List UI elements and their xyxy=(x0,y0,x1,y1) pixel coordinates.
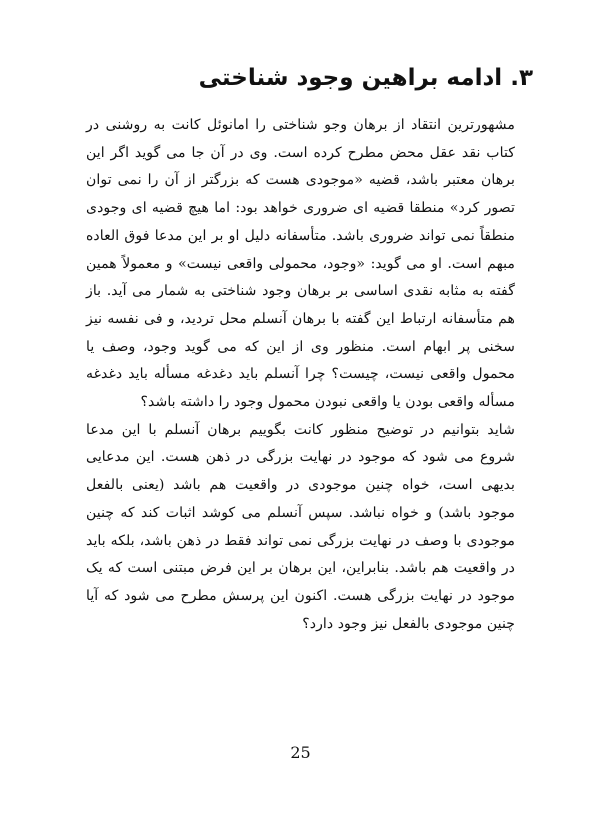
body-text xyxy=(86,112,515,638)
paragraph-1: مشهورترین انتقاد از برهان وجو شناختی را امانوئل کانت به روشنی در کتاب نقد عقل محض مطرح کرده است. وی در آن جا می گوید اگر این برهان معتبر باشد، قضیه «موجودی هست که بزرگتر از آن را نمی توان تصور کرد» منطقا قضیه ای ضروری خواهد بود: اما هیچ قضیه ای وجودی منطقاً نمی تواند ضروری باشد. متأسفانه دلیل او بر این مدعا فوق العاده مبهم است. او می گوید: «وجود، محمولی واقعی نیست» و معمولاً همین گفته به مثابه نقدی اساسی بر برهان وجود شناختی به شمار می آید. باز هم متأسفانه ارتباط این گفته با برهان آنسلم محل تردید، و فی نفسه نیز سخنی پر ابهام است. منظور وی از این که می گوید وجود، وصف یا محمول واقعی نیست، چیست؟ چرا آنسلم باید دغدغه مسأله باید دغدغه مسأله واقعی بودن یا واقعی نبودن محمول وجود را داشته باشد؟ xyxy=(86,117,515,411)
section-heading: ۳. ادامه براهین وجود شناختی xyxy=(198,65,533,91)
paragraph-2: شاید بتوانیم در توضیح منظور کانت بگوییم برهان آنسلم با این مدعا شروع می شود که موجود در نهایت بزرگی در ذهن هست. این مدعایی بدیهی است، خواه چنین موجودی در واقعیت هم باشد (یعنی بالفعل موجود باشد) و خواه نباشد. سپس آنسلم می کوشد اثبات کند که چنین موجودی با وصف در نهایت بزرگی نمی تواند فقط در ذهن باشد، بلکه باید در واقعیت هم باشد. بنابراین، این برهان بر این فرض مبتنی است که یک موجود در نهایت بزرگی هست. اکنون این پرسش مطرح می شود که آیا چنین موجودی بالفعل نیز وجود دارد؟ xyxy=(86,421,515,632)
page-number: 25 xyxy=(290,743,311,762)
